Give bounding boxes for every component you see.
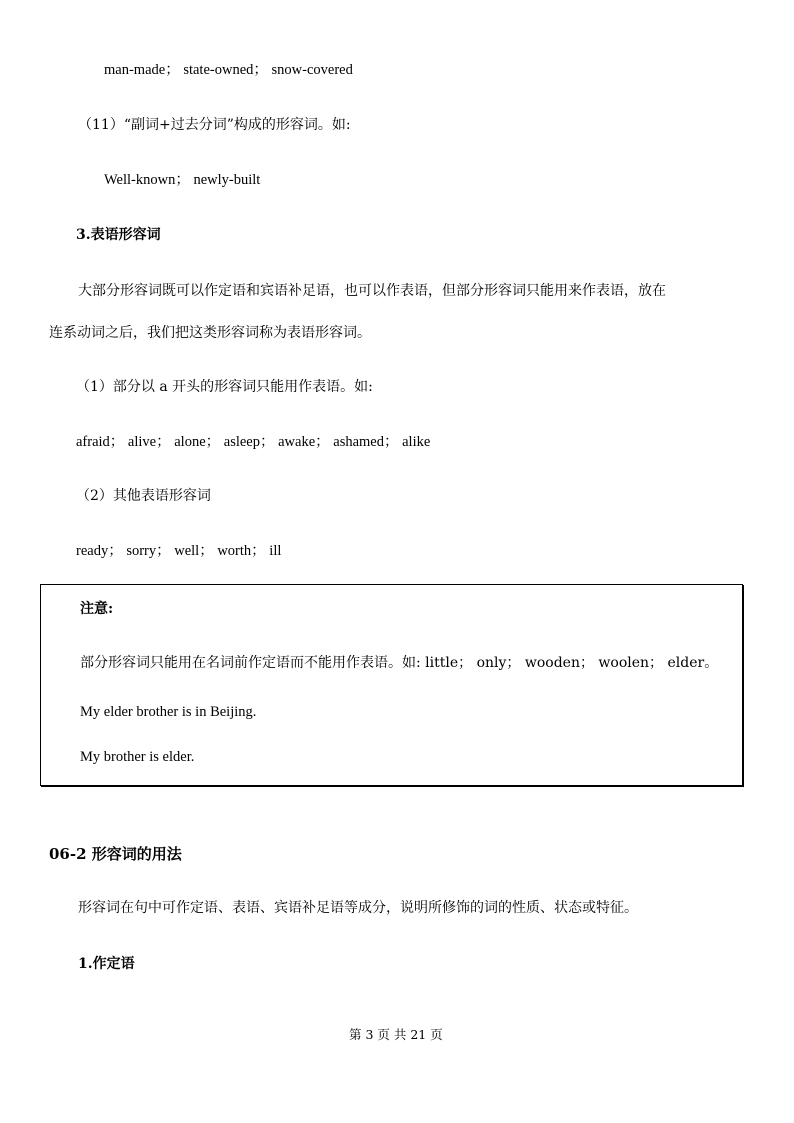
paragraph-line-2: 连系动词之后，我们把这类形容词称为表语形容词。 (49, 325, 371, 341)
note-example-1: My elder brother is in Beijing. (80, 704, 257, 720)
a-prefixed-adjective-list: afraid； alive； alone； asleep； awake； ashamed； alike (76, 434, 431, 450)
note-text: 部分形容词只能用在名词前作定语而不能用作表语。如: little； only； wooden； woolen； elder。 (80, 655, 719, 671)
section-heading: 06-2 形容词的用法 (49, 845, 182, 863)
rule-1-a-prefixed: （1）部分以 a 开头的形容词只能用作表语。如: (76, 379, 373, 395)
note-title: 注意: (80, 601, 114, 617)
paragraph-line-1: 大部分形容词既可以作定语和宾语补足语，也可以作表语，但部分形容词只能用来作表语，放在 (78, 283, 666, 299)
rule-11-adverb-past-participle: （11）“副词+过去分词”构成的形容词。如: (78, 117, 351, 133)
compound-adjective-examples-2: Well-known； newly-built (104, 172, 261, 188)
note-example-2: My brother is elder. (80, 749, 195, 765)
compound-adjective-examples-1: man-made； state-owned； snow-covered (104, 62, 353, 78)
page-footer: 第 3 页 共 21 页 (349, 1027, 443, 1042)
other-predicative-list: ready； sorry； well； worth； ill (76, 543, 282, 559)
subheading-attributive: 1.作定语 (78, 956, 135, 972)
section-intro: 形容词在句中可作定语、表语、宾语补足语等成分，说明所修饰的词的性质、状态或特征。 (78, 900, 638, 916)
rule-2-other-predicatives: （2）其他表语形容词 (76, 488, 211, 504)
heading-predicative-adjectives: 3.表语形容词 (76, 227, 161, 243)
